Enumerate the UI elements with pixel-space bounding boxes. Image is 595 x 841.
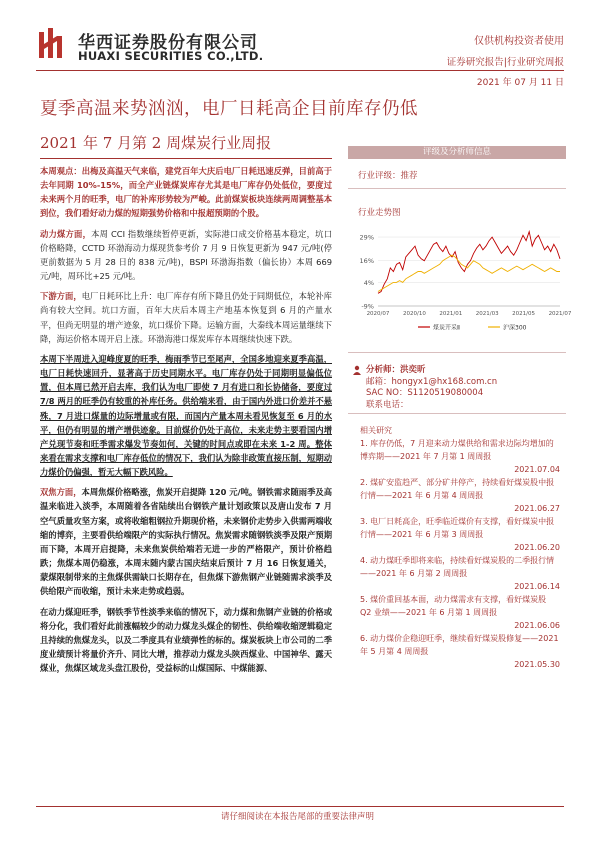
related-item[interactable] [360,476,560,515]
y-tick-label: 4% [363,278,374,287]
related-research-list [360,437,560,671]
related-item-date: 2021.06.20 [514,543,560,552]
related-item-date: 2021.06.06 [514,621,560,630]
report-type: 证券研究报告|行业研究周报 [446,57,564,68]
conclusion-paragraph: 在动力煤迎旺季，钢铁季节性淡季来临的情况下，动力煤和焦钢产业链的价格或将分化，我们看好此前涨幅较少的动力煤龙头煤企的韧性、供给端收缩逻辑稳定且持续的焦煤龙头，以及二季度具有业绩弹性的标的。煤炭板块上市公司的二季度业绩预计将量价齐升、同比大增，推荐动力煤龙头陕西煤业、中国神华、露天煤业，焦煤区域龙头盘江股份，受益标的山煤国际、中煤能源、 [40,606,332,674]
industry-trend-chart [348,222,572,334]
footer-divider [36,806,564,807]
phone-label: 联系电话： [366,399,409,410]
huaxi-logo-icon [36,26,70,60]
related-research-title: 相关研究 [360,426,392,435]
related-item[interactable] [360,515,560,554]
y-tick-label: 16% [359,257,374,266]
summary-paragraph: 本周观点：出梅及高温天气来临，建党百年大庆后电厂日耗迅速反弹，目前高于去年同期 10%-15%，而全产业链煤炭库存尤其是电厂库存仍处低位，要度过未来两个月的旺季，电厂的补库形势较为严峻。此前煤炭板块连续两周调整基本到位，我们看好动力煤的短期强势价格和中报超预期的个股。 [40,166,332,219]
x-tick-label: 2021/05 [512,311,536,317]
x-tick-label: 2020/10 [402,311,426,317]
sidebar-header: 评级及分析师信息 [348,146,566,159]
related-item-text: 5. 煤价重回基本面，动力煤需求有支撑，看好煤炭股 Q2 业绩——2021 年 6 月第 1 周周报 [360,595,547,617]
related-item-text: 4. 动力煤旺季即将来临，持续看好煤炭股的二季报行情——2021 年 6 月第 2 周周报 [360,556,555,578]
related-item-text: 3. 电厂日耗高企，旺季临近煤价有支撑，看好煤炭中报行情——2021 年 6 月第 3 周周报 [360,517,555,539]
related-item[interactable] [360,437,560,476]
related-item[interactable] [360,632,560,671]
rating-value: 推荐 [400,171,418,181]
trend-chart-title: 行业走势图 [358,208,401,218]
related-item-date: 2021.05.30 [514,660,560,669]
legend-label: 煤炭开采Ⅱ [433,324,460,332]
rating-divider [348,188,566,189]
report-title: 夏季高温来势汹汹，电厂日耗高企目前库存仍低 [40,99,418,119]
thermal-coal-text: 本周 CCI 指数继续暂停更新，实际港口成交价格基本稳定，坑口价格略降，CCTD 环渤海动力煤现货参考价 7 月 9 日恢复更新为 947 元/吨(停更前数据为 5 月 28 日的 838 元/吨)，BSPI 环渤海指数（偏长协）本周 669 元/吨，周环比+25 元/吨。 [40,228,332,282]
thermal-coal-lead: 动力煤方面， [40,228,92,239]
x-tick-label: 2020/07 [366,311,390,317]
related-item-text: 6. 动力煤价企稳迎旺季，继续看好煤炭股修复——2021 年 5 月第 4 周周报 [360,634,559,656]
chart-divider [348,352,566,353]
related-item-date: 2021.06.27 [514,504,560,513]
coking-text: 本周焦煤价格略涨，焦炭开启提降 120 元/吨。钢铁需求随雨季及高温来临进入淡季，本周随着各省陆续出台钢铁产量计划政策以及唐山发布 7 月空气质量攻坚方案，或将收缩粗钢拉升期现价格，未来钢价走势步入供需两端收缩的博弈，主要看供给端限产的实际执行情况。焦炭需求随钢铁淡季及限产预期而下降，本周开启提降，未来焦炭供给端若无进一步的严格限产，预计价格趋跌；焦煤本周仍稳涨，本周末随内蒙古国庆结束后预计 7 月 16 日恢复通关，蒙煤限制带来的主焦煤供需缺口长期存在，但焦煤下游焦钢产业链随需求淡季及供给限产而收缩，预计未来走势或趋弱。 [40,487,332,597]
related-item[interactable] [360,554,560,593]
contact-divider [348,413,566,414]
analyst-icon [352,365,362,375]
related-item-text: 1. 库存仍低，7 月迎来动力煤供给和需求边际均增加的博弈期——2021 年 7 月第 1 周周报 [360,439,554,461]
company-name-cn: 华西证券股份有限公司 [78,33,258,53]
related-item-text: 2. 煤矿安监趋严、部分矿井停产，持续看好煤炭股中报行情——2021 年 6 月第 4 周周报 [360,478,555,500]
x-tick-label: 2021/07 [548,311,572,317]
email-label: 邮箱： [366,376,392,387]
company-name-en: HUAXI SECURITIES CO.,LTD. [78,49,264,63]
subtitle-divider [40,158,332,159]
y-tick-label: 29% [359,233,374,242]
industry-rating [358,169,418,181]
x-tick-label: 2021/01 [439,311,463,317]
report-subtitle: 2021 年 7 月第 2 周煤炭行业周报 [40,134,272,152]
audience-note: 仅供机构投资者使用 [474,36,564,47]
report-body [40,164,332,681]
downstream-paragraph [40,289,332,346]
rating-label: 行业评级： [358,171,401,181]
sac-value: S1120519080004 [407,388,484,398]
coking-lead: 双焦方面， [40,487,82,498]
report-date: 2021 年 07 月 11 日 [476,78,564,88]
downstream-text: 电厂日耗环比上升：电厂库存有所下降且仍处于同期低位，本轮补库尚有较大空间。坑口方面，百年大庆后本周主产地基本恢复到 6 月的产量水平，但尚无明显的增产迹象，坑口煤价下降。运输方面，大秦线本周运量继续下降，海运价格本周开启上涨。环渤海港口煤炭库存本周继续快速下跌。 [40,291,332,344]
header-divider [36,70,564,71]
analyst-name: 洪奕昕 [400,365,426,375]
peak-season-paragraph: 本周下半周进入迎峰度夏的旺季，梅雨季节已至尾声，全国多地迎来夏季高温，电厂日耗快速回升，显著高于历史同期水平。电厂库存仍处于同期明显偏低位置，但本周已然开启去库，我们认为电厂即使 7 月有进口和长协储备，要度过 7/8 两月的旺季仍有较重的补库任务。供给端来看，由于国内外进口价差并不悬殊，7 月进口煤量的边际增量或有限，而国内产量本周未看见恢复至 6 月的水平，但仍有明显的增产增供迹象。目前煤价仍处于高位，未来走势主要看国内增产兑现节奏和旺季需求爆发节奏如何，关键的时间点或即在未来 1-2 周。整体来看在需求支撑和电厂库存低位的情况下，我们认为除非政策直接压制，短期动力煤价仍偏强，暂无大幅下跌风险。 [40,353,332,478]
legend-label: 沪深300 [503,324,527,332]
downstream-lead: 下游方面， [40,291,82,302]
thermal-coal-paragraph [40,227,332,284]
legal-notice: 请仔细阅读在本报告尾部的重要法律声明 [220,812,374,822]
email-value[interactable]: hongyx1@hx168.com.cn [391,376,498,387]
y-tick-label: -9% [361,302,374,311]
x-tick-label: 2021/03 [475,311,499,317]
related-item-date: 2021.07.04 [514,465,560,474]
sac-label: SAC NO： [366,388,408,398]
analyst-label: 分析师： [366,365,401,375]
coking-paragraph [40,485,332,598]
series-line-coal-mining [378,232,560,294]
related-item[interactable] [360,593,560,632]
analyst-info [366,365,497,411]
related-item-date: 2021.06.14 [514,582,560,591]
